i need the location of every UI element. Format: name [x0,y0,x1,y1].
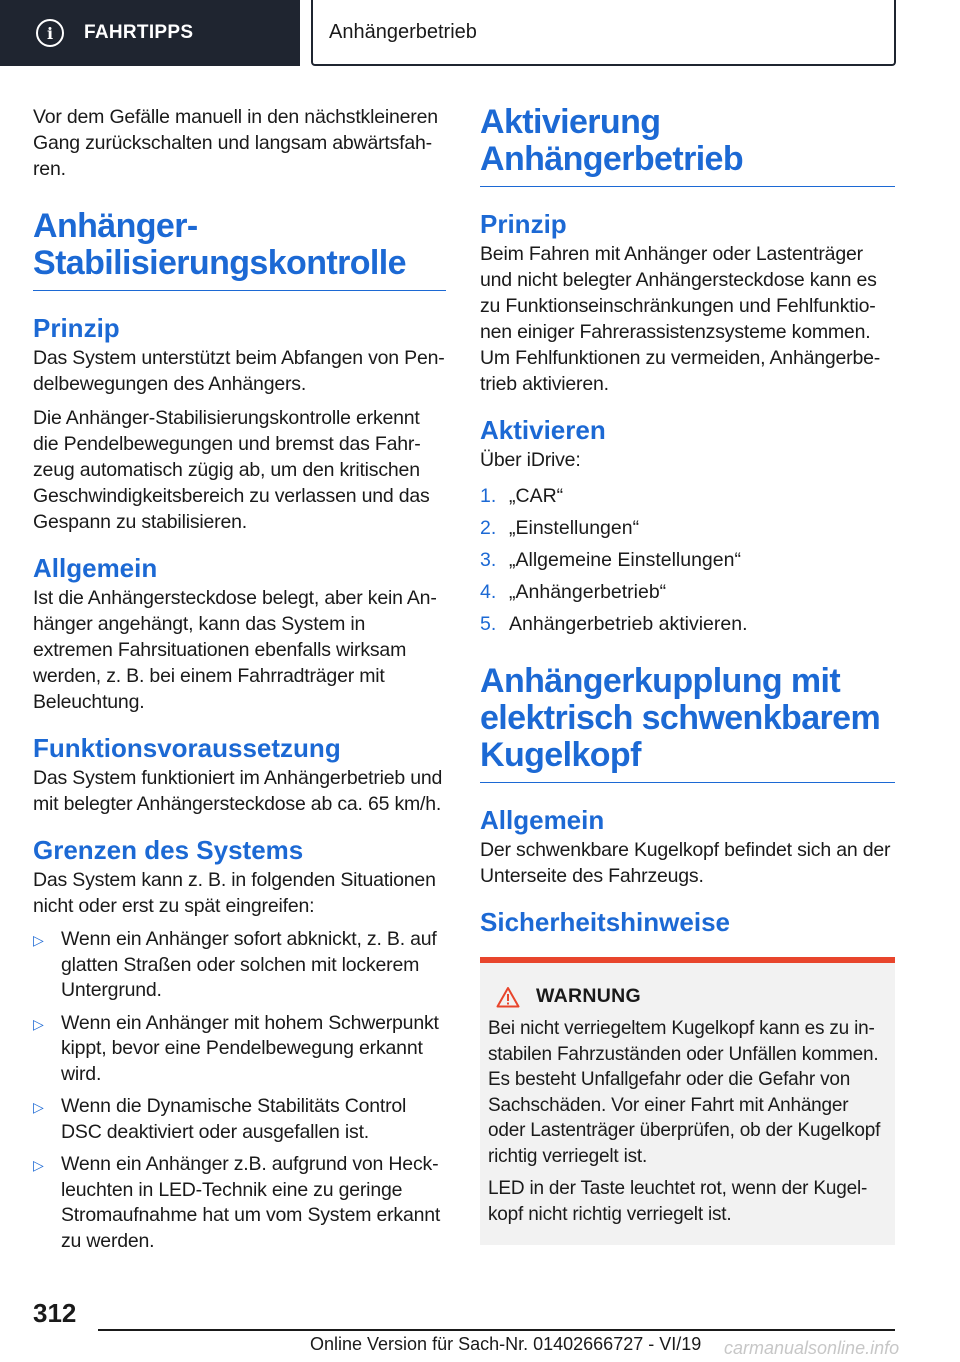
list-item: 2. „Einstellungen“ [480,517,640,539]
section-label: FAHRTIPPS [84,22,194,43]
warning-title: WARNUNG [536,985,642,1007]
warning-paragraph: LED in der Taste leuchtet rot, wenn der Kugelkopf nicht richtig verriegelt ist. [488,1178,868,1225]
footer-divider [98,1329,895,1331]
triangle-bullet-icon: ▷ [33,1157,44,1173]
paragraph: Die Anhänger-Stabilisierungskontrolle erkennt die Pendelbewegungen und bremst das Fahrzeug automatisch zügig ab, um den kritischen Geschwindigkeitsbereich zu verlassen und das Gespann zu stabilisieren. [33,407,430,533]
paragraph: Der schwenkbare Kugelkopf befindet sich an der Unterseite des Fahrzeugs. [480,839,891,887]
intro-paragraph: Vor dem Gefälle manuell in den nächstkleineren Gang zurückschalten und langsam abwärtsfahren. [33,106,438,180]
warning-paragraph: Bei nicht verriegeltem Kugelkopf kann es zu instabilen Fahrzuständen oder Unfällen kommen. Es besteht Unfallgefahr oder die Gefahr von Sachschäden. Vor einer Fahrt mit Anhänger oder Lastenträger überprüfen, ob der Kugelkopf richtig verriegelt ist. [488,1018,881,1167]
page-number: 312 [33,1298,77,1328]
heading-prinzip: Prinzip [33,313,120,343]
paragraph: Das System kann z. B. in folgenden Situationen nicht oder erst zu spät eingreifen: [33,869,436,917]
header-topic-tab [311,0,896,66]
paragraph: Ist die Anhängersteckdose belegt, aber kein Anhänger angehängt, kann das System in extremen Fahrsituationen ebenfalls wirksam werden, z. B. bei einem Fahrradträger mit Beleuchtung. [33,587,437,713]
paragraph: Das System unterstützt beim Abfangen von Pendelbewegungen des Anhängers. [33,347,445,395]
list-item: 5. Anhängerbetrieb aktivieren. [480,613,748,635]
watermark: carmanualsonline.info [724,1338,900,1358]
paragraph: Das System funktioniert im Anhängerbetrieb und mit belegter Anhängersteckdose ab ca. 65 km/h. [33,767,443,815]
heading-funktionsvoraussetzung: Funktionsvoraussetzung [33,733,341,763]
heading-aktivieren: Aktivieren [480,415,606,445]
list-item: ▷ Wenn ein Anhänger mit hohem Schwerpunkt kippt, bevor eine Pendelbewegung erkannt wird. [33,1011,439,1085]
list-item: ▷ Wenn ein Anhänger z.B. aufgrund von Heckleuchten in LED-Technik eine zu geringe Stromaufnahme hat um vom System erkannt zu werden. [33,1153,441,1252]
warning-header [488,985,887,1008]
heading-stabilisierungskontrolle: Anhänger-Stabilisierungskontrolle [33,208,446,291]
header-section-tab [0,0,300,66]
list-item: 1. „CAR“ [480,485,564,507]
list-item: 4. „Anhängerbetrieb“ [480,581,667,603]
warning-triangle-icon [496,986,520,1008]
paragraph: Über iDrive: [480,449,581,471]
triangle-bullet-icon: ▷ [33,1099,44,1115]
steps-list [480,483,895,637]
triangle-bullet-icon: ▷ [33,1015,44,1032]
warning-box [480,957,895,1245]
paragraph: Beim Fahren mit Anhänger oder Lastenträger und nicht belegter Anhängersteckdose kann es zu Funktionseinschränkungen und Fehlfunktionen einiger Fahrerassistenzsysteme kommen. Um Fehlfunktionen zu vermeiden, Anhängerbetrieb aktivieren. [480,243,881,395]
triangle-bullet-icon: ▷ [33,932,44,948]
list-item: ▷ Wenn ein Anhänger sofort abknickt, z. B. auf glatten Straßen oder solchen mit lockerem Untergrund. [33,928,437,1001]
left-column [33,104,446,1262]
list-item: 3. „Allgemeine Einstellungen“ [480,549,741,571]
heading-prinzip: Prinzip [480,209,567,239]
limits-list [33,927,446,1254]
footer-text: Online Version für Sach-Nr. 01402666727 - VI/19 [310,1334,702,1354]
heading-grenzen: Grenzen des Systems [33,835,304,865]
info-icon: i [36,19,64,47]
topic-title: Anhängerbetrieb [329,20,477,43]
heading-allgemein: Allgemein [33,553,158,583]
heading-sicherheitshinweise: Sicherheitshinweise [480,907,730,937]
heading-aktivierung: Aktivierung Anhängerbetrieb [480,104,895,187]
right-column [480,104,895,1245]
heading-anhaengerkupplung: Anhängerkupplung mit elektrisch schwenkbarem Kugelkopf [480,663,895,783]
heading-allgemein: Allgemein [480,805,605,835]
list-item: ▷ Wenn die Dynamische Stabilitäts Control DSC deaktiviert oder ausgefallen ist. [33,1095,407,1143]
